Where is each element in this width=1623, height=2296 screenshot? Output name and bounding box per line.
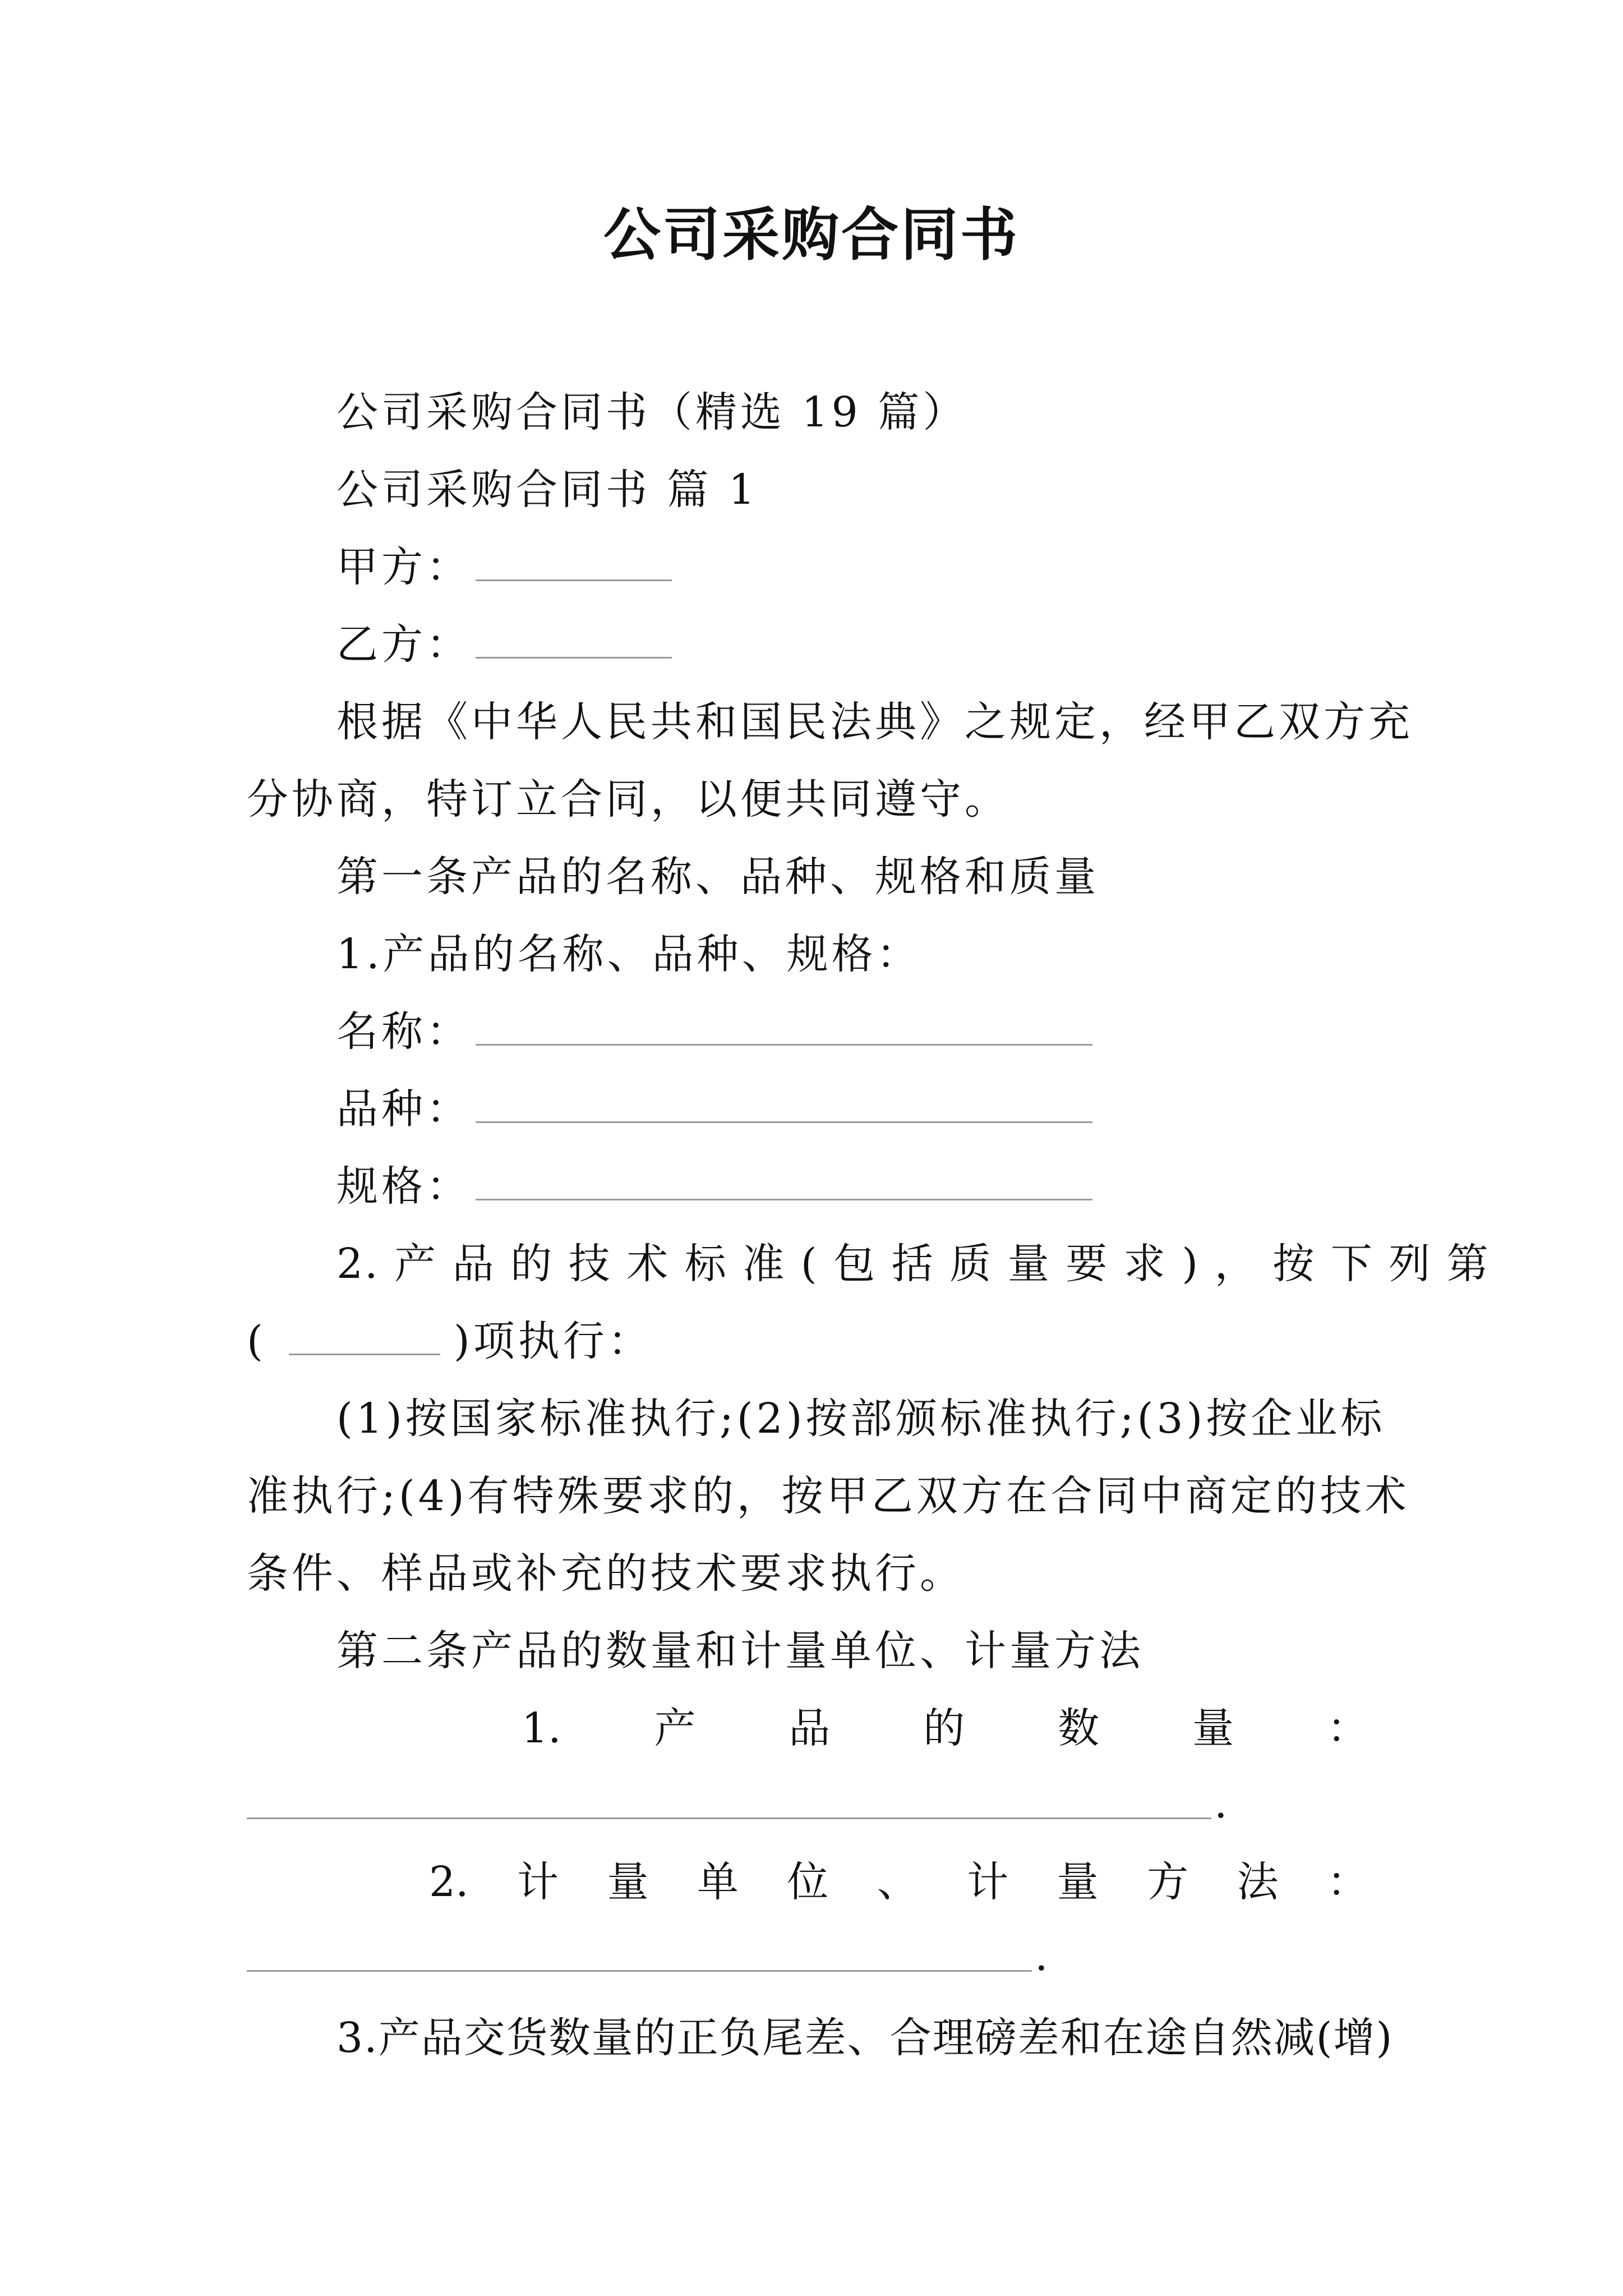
item-2-close: )项执行： bbox=[453, 1317, 653, 1365]
measure-char: 量 bbox=[1057, 1858, 1099, 1906]
item-2-open-paren: ( bbox=[247, 1317, 266, 1365]
measure-char: ： bbox=[1326, 1858, 1368, 1906]
document-subtitle: 公司采购合同书（精选 19 篇） bbox=[336, 388, 968, 436]
measure-char: 2. bbox=[429, 1858, 469, 1906]
standards-line-1: (1)按国家标准执行;(2)按部颁标准执行;(3)按企业标 bbox=[336, 1395, 1386, 1443]
quantity-char: 数 bbox=[1058, 1704, 1100, 1752]
article-1-heading: 第一条产品的名称、品种、规格和质量 bbox=[336, 853, 1099, 901]
quantity-char: ： bbox=[1326, 1704, 1368, 1752]
item-2-line-1: 2. 产 品 的 技 术 标 准 ( 包 括 质 量 要 求 ) ， 按 下 列 第 bbox=[336, 1240, 1490, 1288]
item-3-line: 3.产品交货数量的正负尾差、合理磅差和在途自然减(增) bbox=[336, 2014, 1394, 2062]
measure-char: 方 bbox=[1147, 1858, 1189, 1906]
measure-end: . bbox=[1035, 1932, 1048, 1980]
measure-char: 、 bbox=[877, 1858, 919, 1906]
measure-char: 计 bbox=[967, 1858, 1009, 1906]
name-label: 名称： bbox=[336, 1007, 471, 1056]
quantity-end: . bbox=[1214, 1779, 1228, 1828]
name-blank bbox=[476, 1010, 1092, 1046]
measure-char: 量 bbox=[607, 1858, 649, 1906]
spec-line bbox=[336, 1161, 1092, 1212]
party-b-label: 乙方： bbox=[336, 620, 471, 669]
measure-char: 单 bbox=[697, 1858, 739, 1906]
quantity-char: 1. bbox=[522, 1704, 561, 1752]
item-2-line-2 bbox=[247, 1316, 653, 1366]
measure-char: 计 bbox=[517, 1858, 559, 1906]
item-1-heading: 1.产品的名称、品种、规格： bbox=[336, 930, 921, 978]
party-a-line bbox=[336, 542, 672, 592]
quantity-char: 的 bbox=[923, 1704, 965, 1752]
party-b-blank bbox=[476, 623, 672, 659]
standards-line-2: 准执行;(4)有特殊要求的，按甲乙双方在合同中商定的技术 bbox=[247, 1472, 1410, 1520]
quantity-line bbox=[522, 1703, 1368, 1754]
standards-line-3: 条件、样品或补充的技术要求执行。 bbox=[247, 1549, 965, 1598]
measure-line bbox=[429, 1857, 1368, 1907]
quantity-char: 品 bbox=[789, 1704, 831, 1752]
quantity-char: 量 bbox=[1192, 1704, 1234, 1752]
document-title: 公司采购合同书 bbox=[603, 202, 1020, 269]
variety-label: 品种： bbox=[336, 1085, 471, 1133]
intro-line-2: 分协商，特订立合同，以便共同遵守。 bbox=[247, 775, 1009, 823]
section-heading: 公司采购合同书 篇 1 bbox=[336, 466, 759, 514]
article-2-heading: 第二条产品的数量和计量单位、计量方法 bbox=[336, 1627, 1144, 1675]
item-2-blank bbox=[289, 1320, 440, 1355]
spec-blank bbox=[476, 1165, 1092, 1200]
party-a-label: 甲方： bbox=[336, 543, 471, 591]
quantity-char: 产 bbox=[654, 1704, 696, 1752]
name-line bbox=[336, 1006, 1092, 1057]
party-b-line bbox=[336, 619, 672, 670]
variety-blank bbox=[476, 1088, 1092, 1123]
party-a-blank bbox=[476, 546, 672, 581]
quantity-blank bbox=[247, 1818, 1211, 1819]
spec-label: 规格： bbox=[336, 1162, 471, 1211]
measure-blank bbox=[247, 1970, 1032, 1972]
intro-line-1: 根据《中华人民共和国民法典》之规定，经甲乙双方充 bbox=[336, 698, 1413, 746]
variety-line bbox=[336, 1084, 1092, 1134]
measure-char: 位 bbox=[787, 1858, 829, 1906]
measure-char: 法 bbox=[1237, 1858, 1279, 1906]
